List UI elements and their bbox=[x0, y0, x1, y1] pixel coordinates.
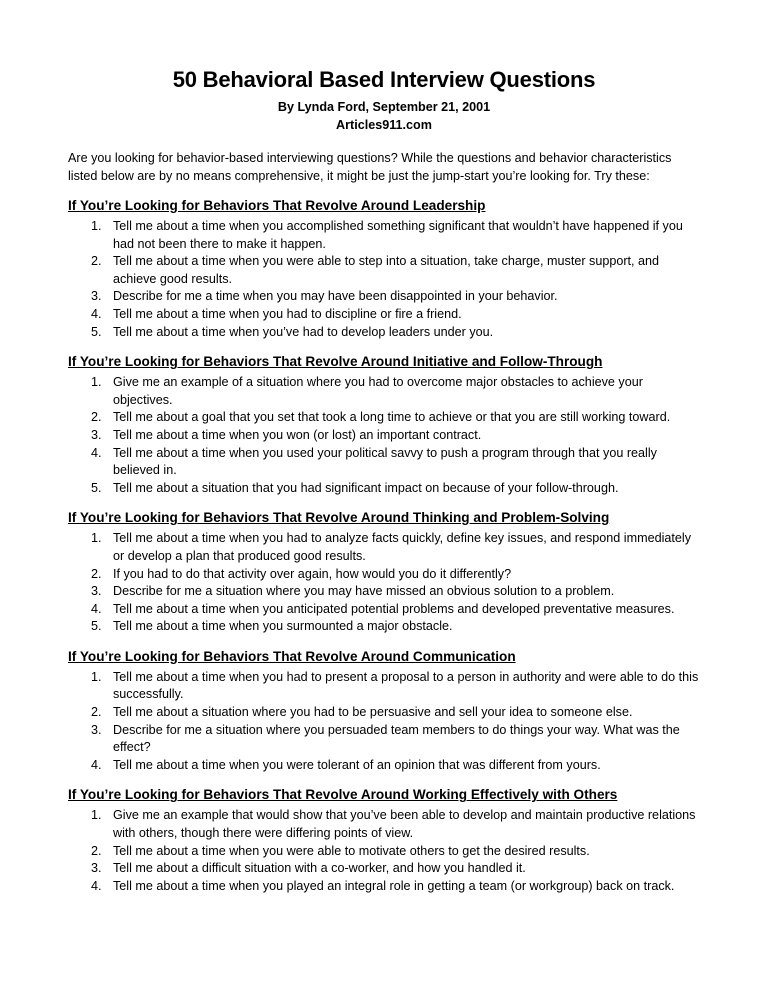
section-working-with-others bbox=[68, 786, 700, 895]
item-number: 4. bbox=[91, 306, 102, 321]
item-text: Tell me about a time when you had to analyze facts quickly, define key issues, and respond immediately or develop a plan that produced good results. bbox=[113, 531, 691, 563]
section-leadership bbox=[68, 197, 700, 341]
list-item bbox=[91, 445, 700, 480]
list-item bbox=[91, 253, 700, 288]
item-text: Tell me about a goal that you set that took a long time to achieve or that you are still working toward. bbox=[113, 410, 671, 425]
list-item bbox=[91, 480, 700, 498]
question-list bbox=[68, 807, 700, 895]
item-number: 4. bbox=[91, 757, 102, 772]
item-number: 3. bbox=[91, 722, 102, 737]
item-text: Tell me about a time when you had to discipline or fire a friend. bbox=[113, 306, 462, 321]
list-item bbox=[91, 566, 700, 584]
list-item bbox=[91, 704, 700, 722]
list-item bbox=[91, 374, 700, 409]
item-number: 5. bbox=[91, 619, 102, 634]
item-text: Give me an example of a situation where you had to overcome major obstacles to achieve your objectives. bbox=[113, 375, 643, 407]
item-text: Describe for me a time when you may have been disappointed in your behavior. bbox=[113, 289, 558, 304]
list-item bbox=[91, 757, 700, 775]
source-site: Articles911.com bbox=[336, 118, 432, 132]
item-text: If you had to do that activity over again, how would you do it differently? bbox=[113, 566, 512, 581]
list-item bbox=[91, 807, 700, 842]
item-number: 2. bbox=[91, 843, 102, 858]
list-item bbox=[91, 218, 700, 253]
item-text: Tell me about a time when you’ve had to develop leaders under you. bbox=[113, 324, 494, 339]
byline: By Lynda Ford, September 21, 2001 bbox=[277, 100, 491, 114]
item-number: 3. bbox=[91, 289, 102, 304]
item-number: 4. bbox=[91, 445, 102, 460]
list-item bbox=[91, 669, 700, 704]
item-number: 4. bbox=[91, 878, 102, 893]
item-text: Tell me about a time when you played an integral role in getting a team (or workgroup) back on track. bbox=[113, 878, 675, 893]
section-problem-solving bbox=[68, 509, 700, 636]
section-heading: If You’re Looking for Behaviors That Revolve Around Initiative and Follow-Through bbox=[68, 354, 603, 370]
question-list bbox=[68, 530, 700, 636]
item-number: 4. bbox=[91, 601, 102, 616]
list-item bbox=[91, 601, 700, 619]
list-item bbox=[91, 427, 700, 445]
item-number: 3. bbox=[91, 861, 102, 876]
section-heading: If You’re Looking for Behaviors That Revolve Around Communication bbox=[68, 648, 516, 664]
question-list bbox=[68, 218, 700, 341]
item-number: 5. bbox=[91, 480, 102, 495]
list-item bbox=[91, 530, 700, 565]
item-number: 3. bbox=[91, 584, 102, 599]
item-number: 1. bbox=[91, 375, 102, 390]
item-text: Describe for me a situation where you may have missed an obvious solution to a problem. bbox=[113, 584, 615, 599]
item-text: Tell me about a time when you surmounted a major obstacle. bbox=[113, 619, 453, 634]
list-item bbox=[91, 409, 700, 427]
list-item bbox=[91, 843, 700, 861]
item-text: Tell me about a time when you anticipated potential problems and developed preventative measures. bbox=[113, 601, 675, 616]
question-list bbox=[68, 374, 700, 497]
item-text: Tell me about a time when you used your political savvy to push a program through that you really believed in. bbox=[113, 445, 657, 478]
item-number: 3. bbox=[91, 427, 102, 442]
item-number: 1. bbox=[91, 531, 102, 546]
item-text: Describe for me a situation where you persuaded team members to do things your way. What was the effect? bbox=[113, 722, 680, 755]
list-item bbox=[91, 878, 700, 896]
item-text: Tell me about a situation that you had significant impact on because of your follow-through. bbox=[113, 480, 619, 495]
item-number: 2. bbox=[91, 254, 102, 269]
list-item bbox=[91, 288, 700, 306]
item-text: Tell me about a time when you won (or lost) an important contract. bbox=[113, 427, 482, 442]
list-item bbox=[91, 583, 700, 601]
section-initiative bbox=[68, 353, 700, 497]
item-number: 1. bbox=[91, 808, 102, 823]
item-number: 5. bbox=[91, 324, 102, 339]
intro-paragraph: Are you looking for behavior-based interviewing questions? While the questions and behavior characteristics listed below are by no means comprehensive, it might be just the jump-start you’re looking for. Try these: bbox=[68, 151, 672, 183]
item-number: 2. bbox=[91, 705, 102, 720]
item-text: Tell me about a time when you were able to motivate others to get the desired results. bbox=[113, 843, 590, 858]
list-item bbox=[91, 860, 700, 878]
section-heading: If You’re Looking for Behaviors That Revolve Around Leadership bbox=[68, 198, 486, 213]
list-item bbox=[91, 324, 700, 342]
item-text: Tell me about a time when you accomplished something significant that wouldn’t have happened if you had not been there to make it happen. bbox=[113, 219, 683, 251]
item-number: 2. bbox=[91, 410, 102, 425]
item-text: Give me an example that would show that you’ve been able to develop and maintain productive relations with others, though there were differing points of view. bbox=[113, 808, 696, 841]
question-list bbox=[68, 669, 700, 775]
item-number: 2. bbox=[91, 566, 102, 581]
item-number: 1. bbox=[91, 669, 102, 684]
item-text: Tell me about a time when you had to present a proposal to a person in authority and were able to do this successfully. bbox=[113, 669, 699, 702]
item-text: Tell me about a situation where you had to be persuasive and sell your idea to someone else. bbox=[113, 705, 633, 720]
section-communication bbox=[68, 648, 700, 775]
section-heading: If You’re Looking for Behaviors That Revolve Around Thinking and Problem-Solving bbox=[68, 510, 610, 526]
item-text: Tell me about a difficult situation with a co-worker, and how you handled it. bbox=[113, 861, 526, 876]
list-item bbox=[91, 722, 700, 757]
page-title: 50 Behavioral Based Interview Questions bbox=[172, 67, 596, 92]
list-item bbox=[91, 618, 700, 636]
section-heading: If You’re Looking for Behaviors That Revolve Around Working Effectively with Others bbox=[68, 787, 618, 803]
item-text: Tell me about a time when you were able to step into a situation, take charge, muster support, and achieve good results. bbox=[113, 254, 660, 286]
item-number: 1. bbox=[91, 219, 102, 233]
item-text: Tell me about a time when you were tolerant of an opinion that was different from yours. bbox=[113, 757, 601, 772]
list-item bbox=[91, 306, 700, 324]
